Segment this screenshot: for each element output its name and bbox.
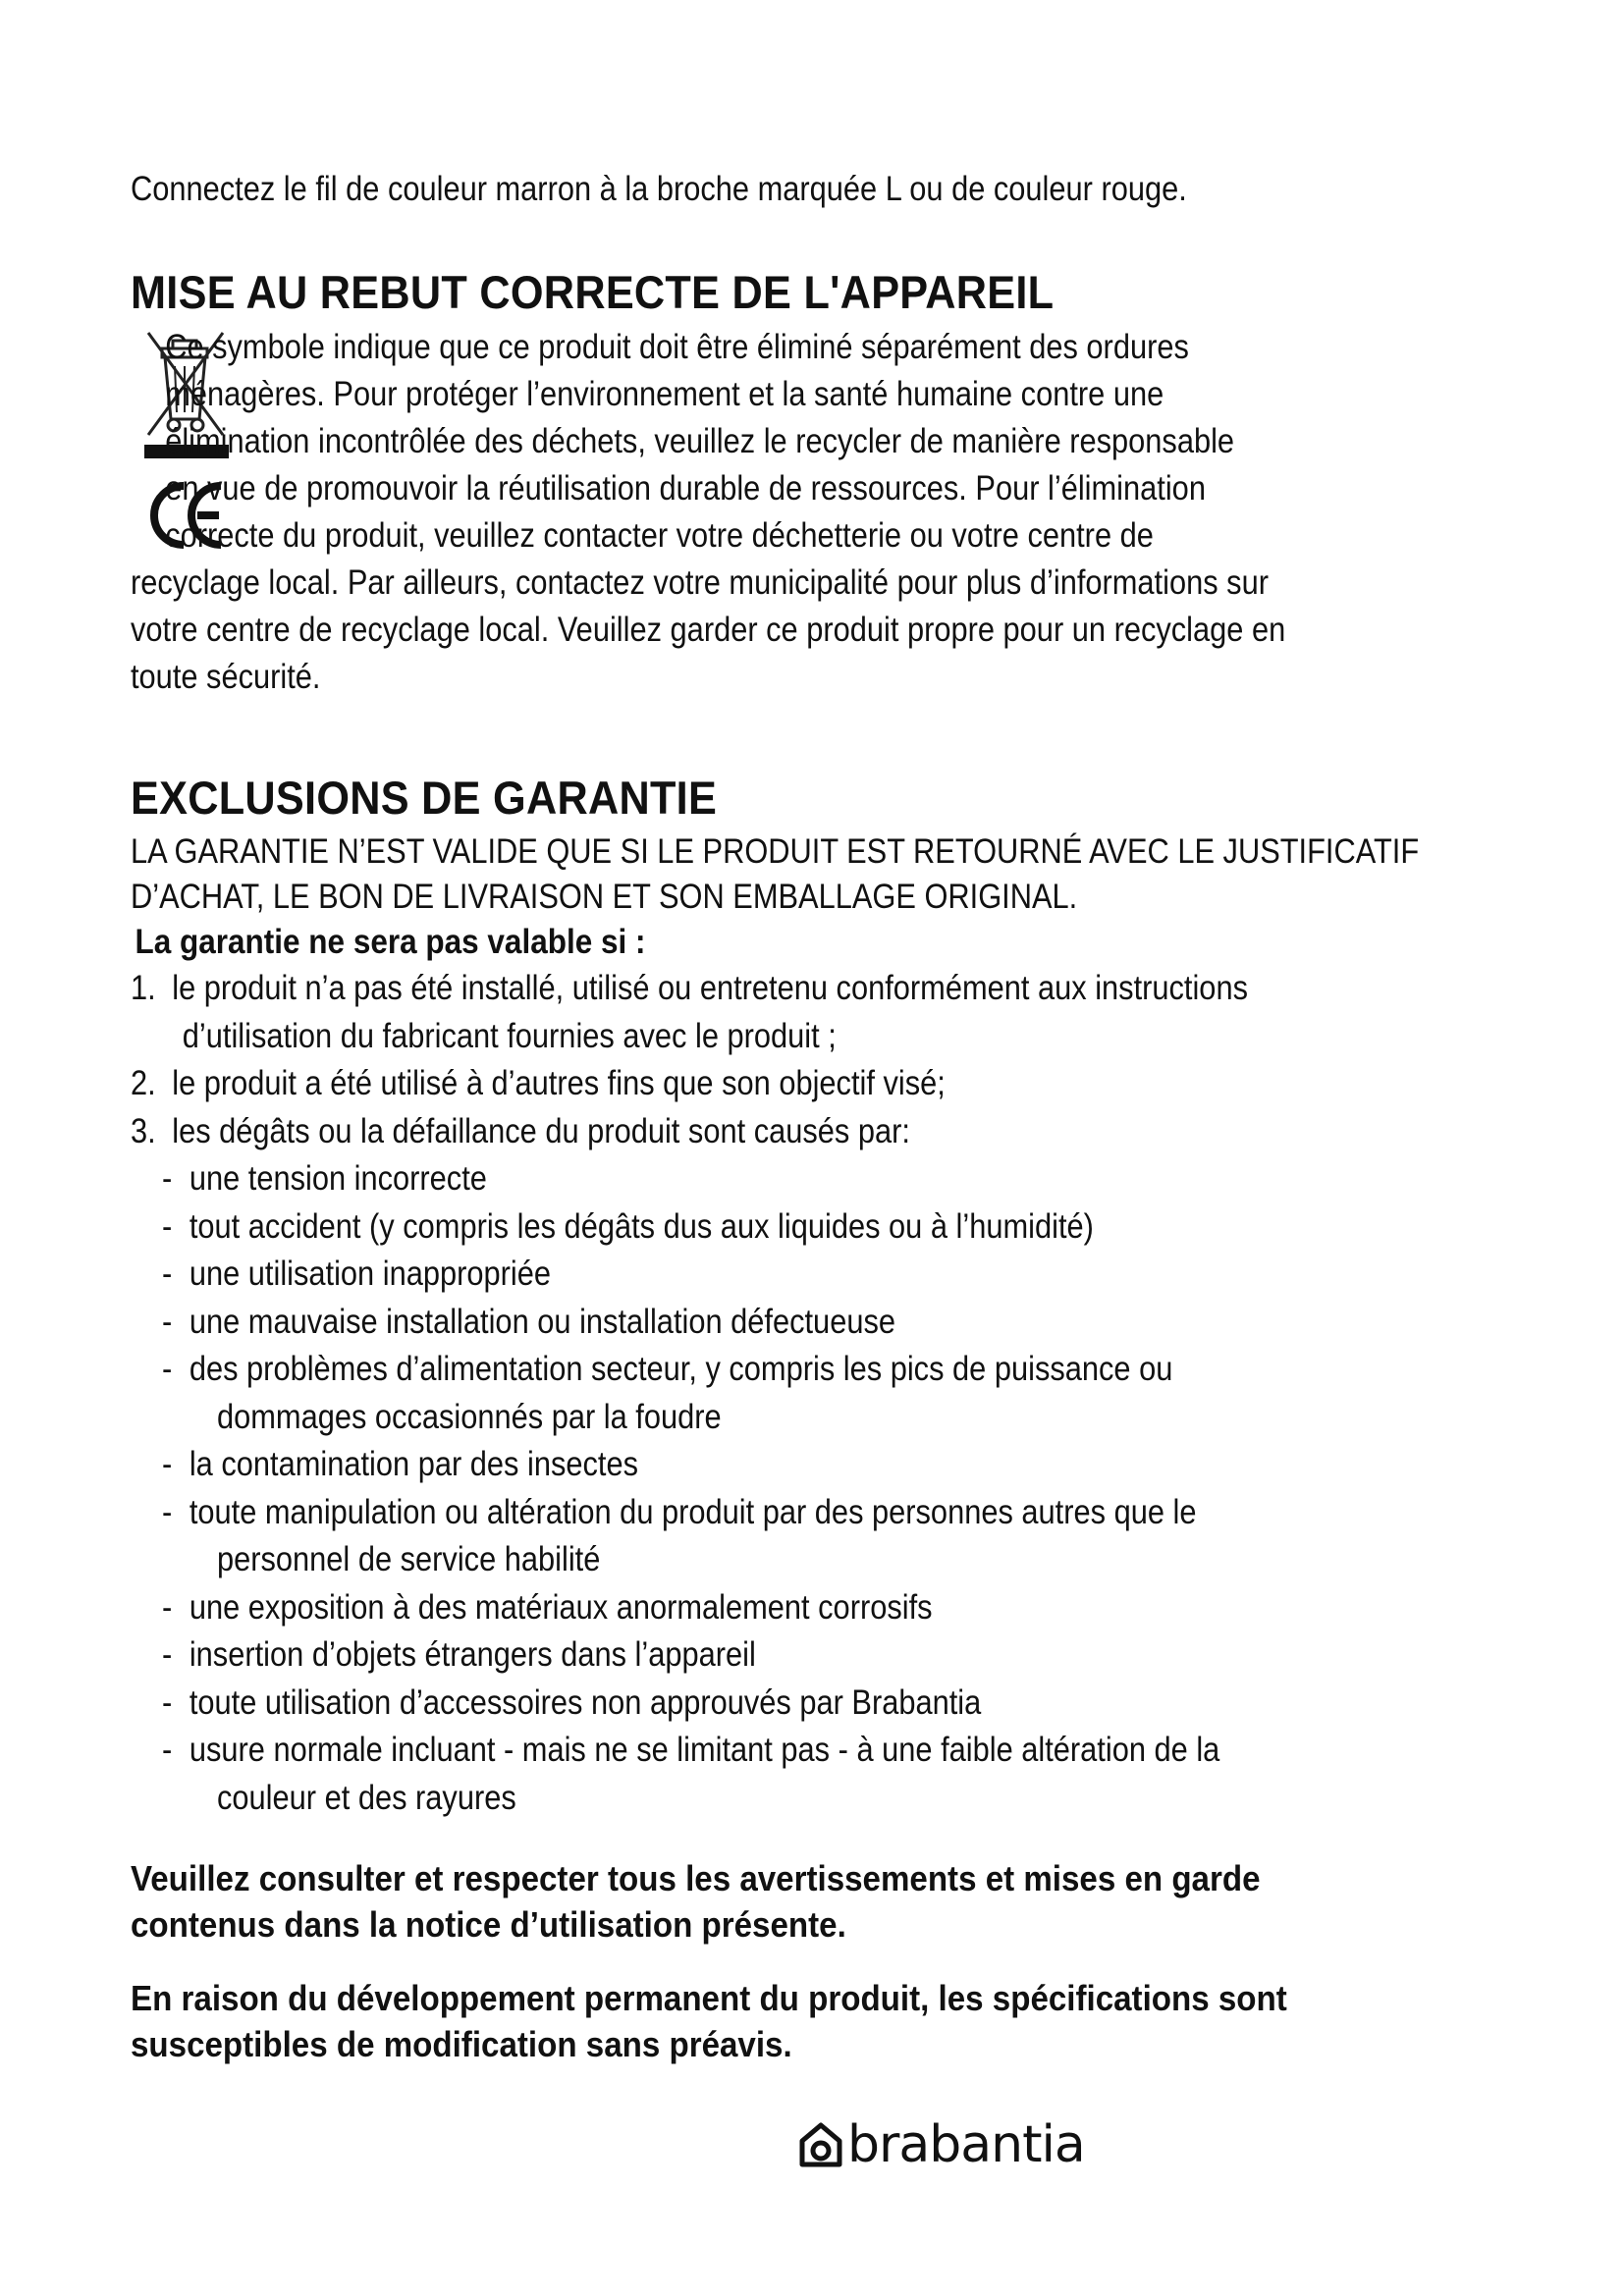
numbered-item (131, 1060, 1340, 1108)
disposal-heading: MISE AU REBUT CORRECTE DE L'APPAREIL (131, 266, 1055, 318)
item-text: les dégâts ou la défaillance du produit sont causés par: (172, 1111, 910, 1150)
warranty-section (131, 829, 1505, 1822)
dash-marker: - (161, 1255, 173, 1293)
cause-text: une exposition à des matériaux anormalement corrosifs (189, 1587, 933, 1627)
cause-item (131, 1299, 1340, 1347)
item-text: le produit n’a pas été installé, utilisé ou entretenu conformément aux instructions (172, 969, 1248, 1007)
item-number: 3. (131, 1111, 156, 1150)
warning-note-line: contenus dans la notice d’utilisation présente. (131, 1904, 846, 1945)
disposal-text-line: Ce symbole indique que ce produit doit être éliminé séparément des ordures (165, 328, 1189, 366)
closing-notes (131, 1855, 1505, 2067)
cause-item-continuation: couleur et des rayures (217, 1778, 516, 1817)
cause-text: des problèmes d’alimentation secteur, y compris les pics de puissance ou (189, 1350, 1173, 1388)
brand-name: brabantia (847, 2115, 1085, 2174)
cause-item-continuation: dommages occasionnés par la foudre (217, 1397, 722, 1436)
cause-item (131, 1727, 1340, 1775)
disposal-text-line: en vue de promouvoir la réutilisation durable de ressources. Pour l’élimination (165, 469, 1206, 507)
cause-item (131, 1584, 1340, 1632)
brabantia-logo-icon (798, 2121, 843, 2168)
dash-marker: - (161, 1682, 173, 1722)
item-text: le produit a été utilisé à d’autres fins que son objectif visé; (172, 1064, 946, 1102)
item-number: 1. (131, 969, 156, 1007)
cause-item (131, 1155, 1340, 1203)
cause-text: une utilisation inappropriée (189, 1255, 551, 1293)
disposal-text-line: toute sécurité. (131, 658, 321, 696)
cause-item (131, 1203, 1340, 1252)
specification-note-line: susceptibles de modification sans préavis. (131, 2024, 792, 2064)
cause-text: tout accident (y compris les dégâts dus aux liquides ou à l’humidité) (189, 1206, 1094, 1246)
dash-marker: - (161, 1587, 173, 1627)
dash-marker: - (161, 1350, 173, 1388)
cause-item (131, 1680, 1340, 1728)
cause-text: usure normale incluant - mais ne se limitant pas - à une faible altération de la (189, 1731, 1220, 1769)
cause-item (131, 1489, 1340, 1537)
warranty-heading: EXCLUSIONS DE GARANTIE (131, 772, 718, 824)
cause-text: toute utilisation d’accessoires non approuvés par Brabantia (189, 1682, 982, 1722)
cause-item (131, 1346, 1340, 1394)
dash-marker: - (161, 1445, 173, 1483)
disposal-text-line: ménagères. Pour protéger l’environnement et la santé humaine contre une (165, 375, 1164, 413)
warranty-lead: La garantie ne sera pas valable si : (135, 923, 646, 961)
dash-marker: - (161, 1302, 173, 1341)
disposal-section (131, 324, 1466, 701)
cause-text: une mauvaise installation ou installation défectueuse (189, 1302, 895, 1341)
intro-text: Connectez le fil de couleur marron à la broche marquée L ou de couleur rouge. (131, 170, 1187, 208)
cause-item (131, 1441, 1340, 1489)
warranty-condition-line: LA GARANTIE N’EST VALIDE QUE SI LE PRODUIT EST RETOURNÉ AVEC LE JUSTIFICATIF (131, 832, 1420, 871)
cause-text: toute manipulation ou altération du produit par des personnes autres que le (189, 1492, 1197, 1531)
item-number: 2. (131, 1064, 156, 1102)
disposal-text-line: recyclage local. Par ailleurs, contactez votre municipalité pour plus d’informations sur (131, 563, 1269, 602)
cause-item (131, 1631, 1340, 1680)
cause-item (131, 1251, 1340, 1299)
disposal-text-line: correcte du produit, veuillez contacter votre déchetterie ou votre centre de (165, 516, 1154, 555)
dash-marker: - (161, 1159, 173, 1198)
warranty-condition-line: D’ACHAT, LE BON DE LIVRAISON ET SON EMBALLAGE ORIGINAL. (131, 878, 1078, 916)
numbered-item (131, 1108, 1340, 1156)
disposal-text-line: élimination incontrôlée des déchets, veuillez le recycler de manière responsable (165, 422, 1235, 460)
cause-text: insertion d’objets étrangers dans l’appareil (189, 1635, 756, 1674)
specification-note-line: En raison du développement permanent du produit, les spécifications sont (131, 1978, 1287, 2018)
brand-logo (798, 2110, 1085, 2179)
dash-marker: - (161, 1206, 173, 1246)
dash-marker: - (161, 1731, 173, 1769)
numbered-item (131, 965, 1340, 1013)
dash-marker: - (161, 1492, 173, 1531)
dash-marker: - (161, 1635, 173, 1674)
cause-text: une tension incorrecte (189, 1159, 487, 1198)
disposal-text-line: votre centre de recyclage local. Veuillez garder ce produit propre pour un recyclage en (131, 611, 1286, 649)
warning-note-line: Veuillez consulter et respecter tous les avertissements et mises en garde (131, 1858, 1261, 1898)
cause-item-continuation: personnel de service habilité (217, 1540, 601, 1578)
numbered-item-continuation: d’utilisation du fabricant fournies avec le produit ; (182, 1016, 837, 1055)
cause-text: la contamination par des insectes (189, 1445, 638, 1483)
